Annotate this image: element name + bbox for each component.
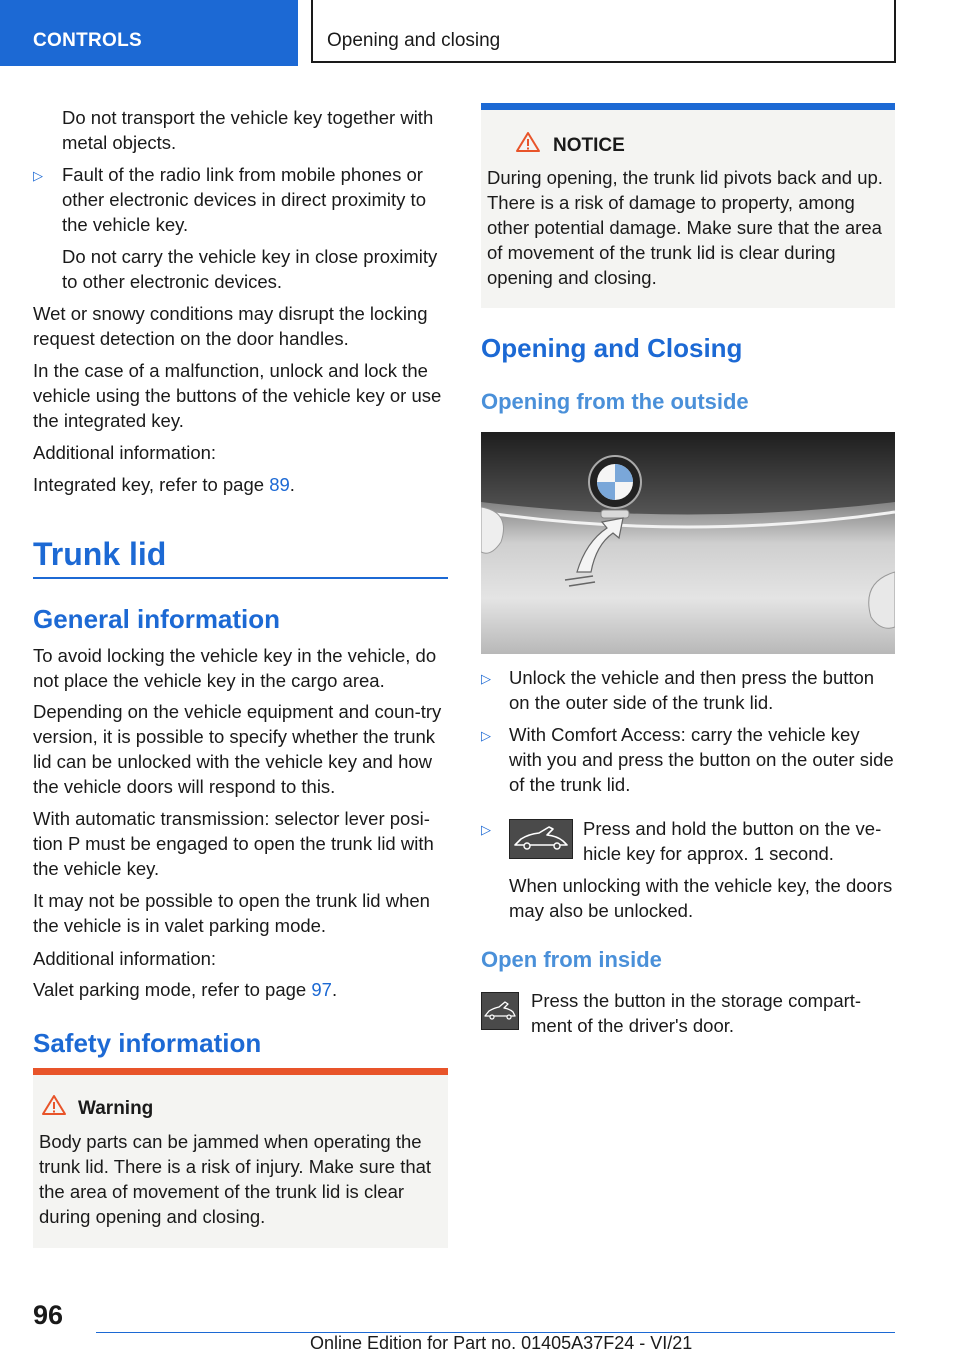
para-general-4: It may not be possible to open the trunk lid when the vehicle is in valet parking mode. [33,890,430,936]
inside-open-text: Press the button in the storage compart-ment of the driver's door. [531,990,862,1036]
para-wet-conditions: Wet or snowy conditions may disrupt the locking request detection on the door handles. [33,303,428,349]
notice-triangle-icon [515,131,541,153]
additional-info-label: Additional information: [33,442,217,463]
heading-opening-closing: Opening and Closing [481,333,743,363]
header-chapter-label: Opening and closing [327,30,501,51]
heading-rule [33,577,448,579]
intro-note: Do not transport the vehicle key together with metal objects. [62,107,434,153]
ref-end: . [289,474,295,495]
bullet-marker: ▷ [481,822,491,837]
ref-text: Integrated key, refer to page [33,474,270,495]
bullet-key-press-hold-note: When unlocking with the vehicle key, the doors may also be unlocked. [509,875,893,921]
additional-info-label-2: Additional information: [33,948,217,969]
bullet-radio-fault: Fault of the radio link from mobile phones or other electronic devices in direct proximity to the vehicle key. [62,164,426,235]
bullet-marker: ▷ [481,728,491,743]
para-general-1: To avoid locking the vehicle key in the vehicle, do not place the vehicle key in the cargo area. [33,645,437,691]
bullet-unlock-press: Unlock the vehicle and then press the button on the outer side of the trunk lid. [509,667,875,713]
trunk-key-button-icon [509,819,573,859]
heading-opening-outside: Opening from the outside [481,389,749,414]
bullet-comfort-access: With Comfort Access: carry the vehicle key with you and press the button on the outer side of the trunk lid. [509,724,894,795]
bullet-marker: ▷ [33,168,43,183]
bullet-key-press-hold: Press and hold the button on the ve-hicle key for approx. 1 second. [583,818,882,864]
ref-integrated-key [33,472,451,497]
notice-title: NOTICE [553,135,625,156]
warning-bar [33,1068,448,1075]
header-section-label: CONTROLS [33,30,143,51]
page-link-97[interactable]: 97 [311,979,332,1000]
ref-text: Valet parking mode, refer to page [33,979,312,1000]
warning-text: Body parts can be jammed when operating the trunk lid. There is a risk of injury. Make sure that the area of movement of the trunk lid is clear during opening and closing. [39,1131,432,1227]
trunk-button-illustration [481,432,895,654]
notice-text: During opening, the trunk lid pivots back and up. There is a risk of damage to property, among other potential damage. Make sure that the area of movement of the trunk lid is clear during opening and closing. [487,167,883,288]
bullet-radio-fault-note: Do not carry the vehicle key in close proximity to other electronic devices. [62,246,438,292]
header-section-tab [0,0,298,66]
para-general-2: Depending on the vehicle equipment and coun-try version, it is possible to specify whether the trunk lid can be unlocked with the vehicle key and how the vehicle doors will respond to this. [33,701,442,797]
interior-trunk-button-icon [481,992,519,1030]
warning-box [33,1068,448,1248]
page-number: 96 [33,1300,64,1330]
ref-end: . [331,979,338,1000]
heading-open-inside: Open from inside [481,947,662,972]
header-chapter-box [311,0,896,63]
notice-bar [481,103,895,110]
para-general-3: With automatic transmission: selector lever posi-tion P must be engaged to open the trunk lid with the vehicle key. [33,808,434,879]
footer-edition: Online Edition for Part no. 01405A37F24 - VI/21 [310,1333,693,1353]
page-link-89[interactable]: 89 [269,474,290,495]
warning-title: Warning [78,1098,154,1119]
para-malfunction: In the case of a malfunction, unlock and lock the vehicle using the buttons of the vehicle key or use the integrated key. [33,360,442,431]
heading-safety-info: Safety information [33,1028,262,1058]
ref-valet-parking [33,977,451,1002]
notice-box [481,103,895,308]
warning-triangle-icon [41,1094,67,1116]
bullet-marker: ▷ [481,671,491,686]
heading-trunk-lid: Trunk lid [33,536,167,572]
heading-general-info: General information [33,604,281,634]
